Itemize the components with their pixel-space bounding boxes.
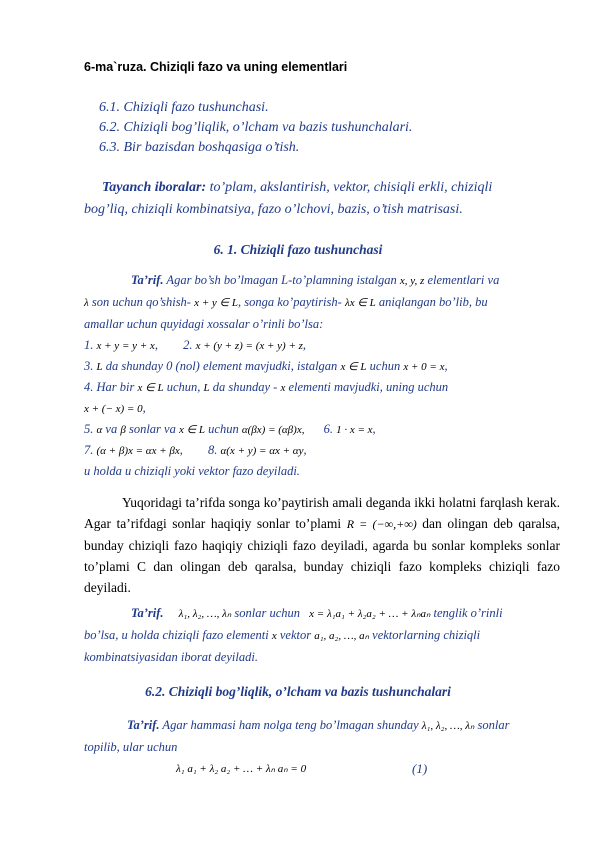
def-line-1-end: elementlari va — [424, 273, 500, 287]
axiom-2-num: 2. — [183, 338, 193, 352]
equation-1: λ₁ a₁ + λ₂ a₂ + … + λₙ aₙ = 0 — [176, 763, 307, 775]
keywords-label: Tayanch iboralar: — [102, 180, 207, 195]
axiom-3-text: da shunday 0 (nol) element mavjudki, istalgan — [102, 359, 341, 373]
axiom-4: x + (− x) = 0 — [84, 403, 143, 415]
keywords-line-1 — [102, 180, 492, 196]
math-lambda: λ — [84, 297, 89, 309]
math-x-in-L-3: x ∈ L — [178, 424, 206, 436]
def2-t6: kombinatsiyasidan iborat deyiladi. — [84, 650, 258, 664]
toc-item-2: 6.2. Chiziqli bog’liqlik, o’lcham va bazis tushunchalari. — [99, 120, 413, 135]
math-xyz: x, y, z — [399, 275, 425, 287]
axiom-4-text: 4. Har bir — [84, 380, 138, 394]
def2-t1: sonlar uchun — [231, 606, 304, 620]
page-title: 6-ma`ruza. Chiziqli fazo va uning elementlari — [84, 60, 348, 74]
axiom-8-num: 8. — [208, 443, 218, 457]
math-x: x — [280, 382, 286, 394]
toc-item-3: 6.3. Bir bazisdan boshqasiga o’tish. — [99, 140, 300, 155]
axiom-4-shunday: da shunday - — [209, 380, 281, 394]
math-x-in-L: x ∈ L — [340, 361, 367, 373]
axiom-8: α(x + y) = αx + αy — [220, 445, 304, 457]
toc-item-1: 6.1. Chiziqli fazo tushunchasi. — [99, 100, 269, 115]
math-sum: x + y ∈ L — [194, 297, 238, 309]
math-x-in-L-2: x ∈ L — [137, 382, 164, 394]
axiom-5-uchun: uchun — [205, 422, 242, 436]
def-line-3: amallar uchun quyidagi xossalar o’rinli bo’lsa: — [84, 317, 324, 331]
axiom-5-sonlar: sonlar va — [125, 422, 179, 436]
def2-t5: vektorlarning chiziqli — [369, 628, 481, 642]
axiom-5: α(βx) = (αβ)x, — [241, 424, 305, 436]
axiom-7-num: 7. — [84, 443, 94, 457]
section-2-heading: 6.2. Chiziqli bog’liqlik, o’lcham va bazis tushunchalari — [145, 684, 451, 699]
def2-lambdas: λ₁, λ₂, …, λₙ — [178, 608, 232, 620]
axiom-3-num: 3. — [84, 359, 94, 373]
axiom-3: x + 0 = x — [403, 361, 445, 373]
def-line-2c: aniqlangan bo’lib, bu — [375, 295, 488, 309]
def-end: u holda u chiziqli yoki vektor fazo deyiladi. — [84, 464, 300, 478]
axiom-6: 1 · x = x — [336, 424, 373, 436]
math-beta: β — [120, 424, 126, 436]
axiom-7: (α + β)x = αx + βx — [96, 445, 180, 457]
math-L: L — [96, 361, 103, 373]
math-scalar: λx ∈ L — [344, 297, 376, 309]
math-alpha: α — [96, 424, 103, 436]
axiom-2: x + (y + z) = (x + y) + z — [195, 340, 303, 352]
def2-t4: vektor — [276, 628, 315, 642]
axiom-4-end: elementi mavjudki, uning uchun — [285, 380, 449, 394]
axiom-1-num: 1. — [84, 338, 94, 352]
axiom-5-va: va — [102, 422, 121, 436]
def3-t1: Agar hammasi ham nolga teng bo’lmagan shunday — [159, 718, 422, 732]
def2-vectors: a₁, a₂, …, aₙ — [314, 630, 370, 642]
keywords-text-1: to’plam, akslantirish, vektor, chisiqli erkli, chiziqli — [206, 180, 493, 195]
para-1-rest: dan olingan deb qaralsa, bunday chiziqli fazo haqiqiy chiziqli fazo deyiladi, agarda bu sonlar kompleks sonlar to’plami C dan olingan deb qaralsa, bunday chiziqli fazo kompleks chiziqli fazo deyiladi. — [84, 516, 561, 595]
para-1-text: Yuqoridagi ta’rifda songa ko’paytirish amali deganda ikki holatni farqlash kerak. Agar ta’rifdagi sonlar haqiqiy sonlar to’plami — [84, 495, 560, 531]
def3-t3: topilib, ular uchun — [84, 740, 178, 754]
def-label: Ta’rif. — [131, 273, 164, 287]
def-line-2b: , songa ko’paytirish- — [238, 295, 345, 309]
def2-label: Ta’rif. — [131, 606, 164, 620]
def2-t3: bo’lsa, u holda chiziqli fazo elementi — [84, 628, 272, 642]
math-L-2: L — [203, 382, 210, 394]
def-line-2a: son uchun qo’shish- — [88, 295, 195, 309]
axiom-5-num: 5. — [84, 422, 94, 436]
equation-number: (1) — [412, 761, 428, 776]
def2-combination: x = λ₁a₁ + λ₂a₂ + … + λₙaₙ — [309, 608, 431, 620]
axiom-3-uchun: uchun — [366, 359, 404, 373]
axiom-4-uchun: uchun, — [163, 380, 204, 394]
def3-lambdas: λ₁, λ₂, …, λₙ — [421, 720, 475, 732]
axiom-1: x + y = y + x — [96, 340, 155, 352]
math-R: R = (−∞,+∞) — [346, 517, 417, 531]
def-line-1: Agar bo’sh bo’lmagan L-to’plamning istalgan — [163, 273, 400, 287]
paragraph-real-complex — [84, 492, 560, 598]
def3-label: Ta’rif. — [127, 718, 160, 732]
def2-x: x — [271, 630, 277, 642]
keywords-line-2: bog’liq, chiziqli kombinatsiya, fazo o’lchovi, bazis, o’tish matrisasi. — [84, 202, 463, 217]
section-1-heading: 6. 1. Chiziqli fazo tushunchasi — [213, 242, 383, 257]
axiom-6-num: 6. — [323, 422, 333, 436]
def2-t2: tenglik o’rinli — [430, 606, 503, 620]
def3-t2: sonlar — [474, 718, 510, 732]
